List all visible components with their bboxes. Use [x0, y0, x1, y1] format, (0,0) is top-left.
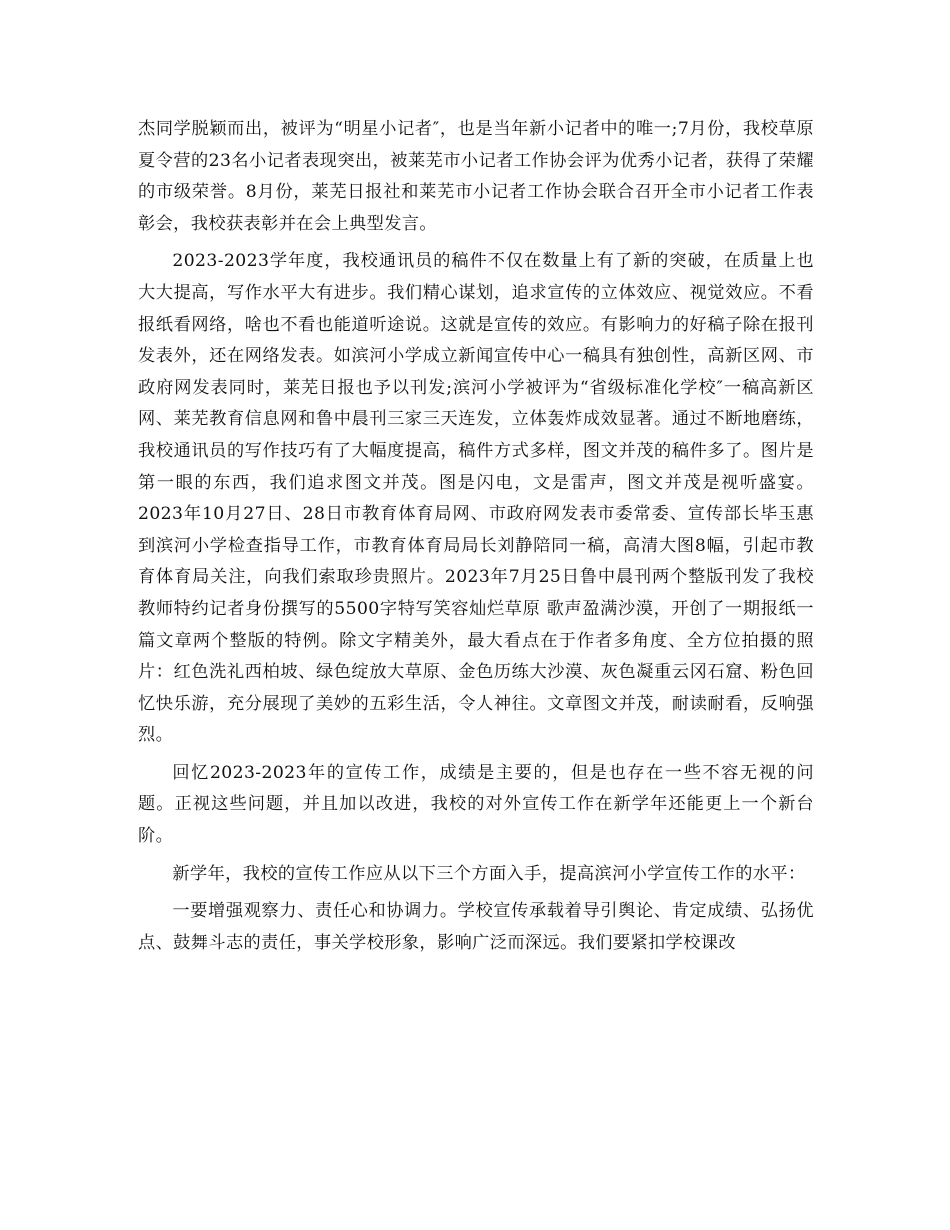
- paragraph-publicity-achievements: 2023-2023学年度，我校通讯员的稿件不仅在数量上有了新的突破，在质量上也大大提高，写作水平大有进步。我们精心谋划，追求宣传的立体效应、视觉效应。不看报纸看网络，啥也不看也能道听途说。这就是宣传的效应。有影响力的好稿子除在报刊发表外，还在网络发表。如滨河小学成立新闻宣传中心一稿具有独创性，高新区网、市政府网发表同时，莱芜日报也予以刊发;滨河小学被评为“省级标准化学校″一稿高新区网、莱芜教育信息网和鲁中晨刊三家三天连发，立体轰炸成效显著。通过不断地磨练，我校通讯员的写作技巧有了大幅度提高，稿件方式多样，图文并茂的稿件多了。图片是第一眼的东西，我们追求图文并茂。图是闪电，文是雷声，图文并茂是视听盛宴。2023年10月27日、28日市教育体育局网、市政府网发表市委常委、宣传部长毕玉惠到滨河小学检查指导工作，市教育体育局局长刘静陪同一稿，高清大图8幅，引起市教育体育局关注，向我们索取珍贵照片。2023年7月25日鲁中晨刊两个整版刊发了我校教师特约记者身份撰写的5500字特写笑容灿烂草原 歌声盈满沙漠，开创了一期报纸一篇文章两个整版的特例。除文字精美外，最大看点在于作者多角度、全方位拍摄的照片：红色洗礼西柏坡、绿色绽放大草原、金色历练大沙漠、灰色凝重云冈石窟、粉色回忆快乐游，充分展现了美妙的五彩生活，令人神往。文章图文并茂，耐读耐看，反响强烈。: [138, 251, 814, 746]
- paragraph-point-one: 一要增强观察力、责任心和协调力。学校宣传承载着导引舆论、肯定成绩、弘扬优点、鼓舞斗志的责任，事关学校形象，影响广泛而深远。我们要紧扣学校课改: [138, 901, 814, 953]
- paragraph-review: 回忆2023-2023年的宣传工作，成绩是主要的，但是也存在一些不容无视的问题。正视这些问题，并且加以改进，我校的对外宣传工作在新学年还能更上一个新台阶。: [138, 762, 814, 847]
- document-body: [138, 114, 814, 965]
- paragraph-new-year-plan: 新学年，我校的宣传工作应从以下三个方面入手，提高滨河小学宣传工作的水平：: [172, 863, 806, 884]
- paragraph-continuation: 杰同学脱颖而出，被评为“明星小记者″，也是当年新小记者中的唯一;7月份，我校草原夏令营的23名小记者表现突出，被莱芜市小记者工作协会评为优秀小记者，获得了荣耀的市级荣誉。8月份，莱芜日报社和莱芜市小记者工作协会联合召开全市小记者工作表彰会，我校获表彰并在会上典型发言。: [138, 119, 814, 234]
